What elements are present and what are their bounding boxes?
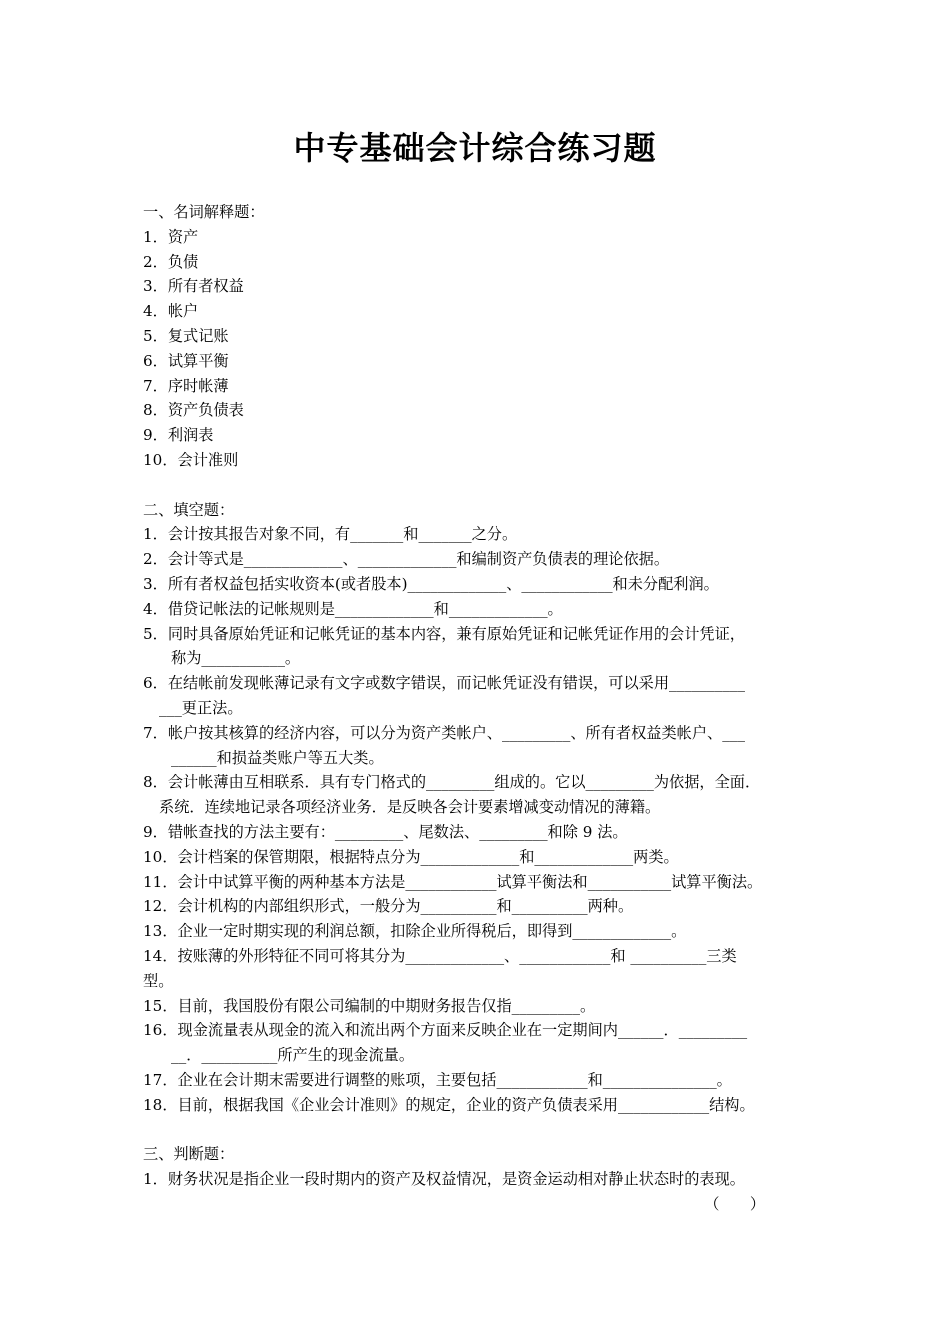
question-line: 13．企业一定时期实现的利润总额，扣除企业所得税后，即得到_____________。 [143, 922, 687, 941]
section-heading-true-false: 三、判断题： [143, 1145, 235, 1164]
list-item: 2．负债 [143, 252, 199, 271]
question-line: 10．会计档案的保管期限，根据特点分为_____________和_____________两类。 [143, 847, 679, 866]
question-line: 2．会计等式是_____________、_____________和编制资产负债表的理论依据。 [143, 550, 670, 569]
answer-parentheses: （ ） [704, 1194, 765, 1213]
question-line-continued: ______和损益类账户等五大类。 [171, 748, 384, 767]
list-item: 6．试算平衡 [143, 351, 229, 370]
question-line: 4．借贷记帐法的记帐规则是_____________和_____________。 [143, 599, 563, 618]
question-line: 9．错帐查找的方法主要有：_________、尾数法、_________和除 9 法。 [143, 822, 628, 841]
question-line: 11．会计中试算平衡的两种基本方法是____________试算平衡法和___________试算平衡法。 [143, 872, 763, 891]
document-body [143, 200, 823, 1217]
list-item: 4．帐户 [143, 302, 199, 321]
question-line: 15．目前，我国股份有限公司编制的中期财务报告仅指_________。 [143, 996, 596, 1015]
list-item: 1．资产 [143, 227, 199, 246]
spacer [143, 473, 823, 498]
question-line: 18．目前，根据我国《企业会计准则》的规定，企业的资产负债表采用____________结构。 [143, 1095, 755, 1114]
question-line: 7．帐户按其核算的经济内容，可以分为资产类帐户、_________、所有者权益类帐户、___ [143, 723, 745, 742]
question-line: 6．在结帐前发现帐薄记录有文字或数字错误，而记帐凭证没有错误，可以采用__________ [143, 674, 745, 693]
list-item: 8．资产负债表 [143, 401, 244, 420]
question-line: 1．会计按其报告对象不同，有_______和_______之分。 [143, 525, 518, 544]
spacer [143, 1117, 823, 1142]
question-line-continued: 称为___________。 [171, 649, 301, 668]
question-line: 17．企业在会计期末需要进行调整的账项，主要包括____________和_______________。 [143, 1070, 732, 1089]
list-item: 9．利润表 [143, 426, 214, 445]
question-line: 14．按账薄的外形特征不同可将其分为_____________、____________和 __________三类 [143, 946, 737, 965]
question-line-continued: 型。 [143, 971, 174, 990]
question-line-continued: __．__________所产生的现金流量。 [171, 1046, 414, 1065]
question-line: 5．同时具备原始凭证和记帐凭证的基本内容，兼有原始凭证和记帐凭证作用的会计凭证， [143, 624, 745, 643]
question-line-continued: ___更正法。 [159, 698, 243, 717]
page-title: 中专基础会计综合练习题 [293, 129, 657, 167]
question-line: 8．会计帐薄由互相联系．具有专门格式的_________组成的。它以_________为依据，全面． [143, 773, 761, 792]
list-item: 5．复式记账 [143, 326, 229, 345]
list-item: 3．所有者权益 [143, 277, 244, 296]
question-line: 1．财务状况是指企业一段时期内的资产及权益情况，是资金运动相对静止状态时的表现。 [143, 1170, 745, 1189]
section-heading-fill-in: 二、填空题： [143, 500, 235, 519]
question-line: 3．所有者权益包括实收资本(或者股本)_____________、____________和未分配利润。 [143, 574, 719, 593]
question-line: 12．会计机构的内部组织形式，一般分为__________和__________两种。 [143, 897, 634, 916]
list-item: 10．会计准则 [143, 450, 239, 469]
section-heading-terms: 一、名词解释题： [143, 203, 265, 221]
question-line: 16．现金流量表从现金的流入和流出两个方面来反映企业在一定期间内______．_________ [143, 1021, 748, 1040]
question-line-continued: 系统．连续地记录各项经济业务．是反映各会计要素增减变动情况的薄籍。 [159, 798, 661, 817]
list-item: 7．序时帐薄 [143, 376, 229, 395]
